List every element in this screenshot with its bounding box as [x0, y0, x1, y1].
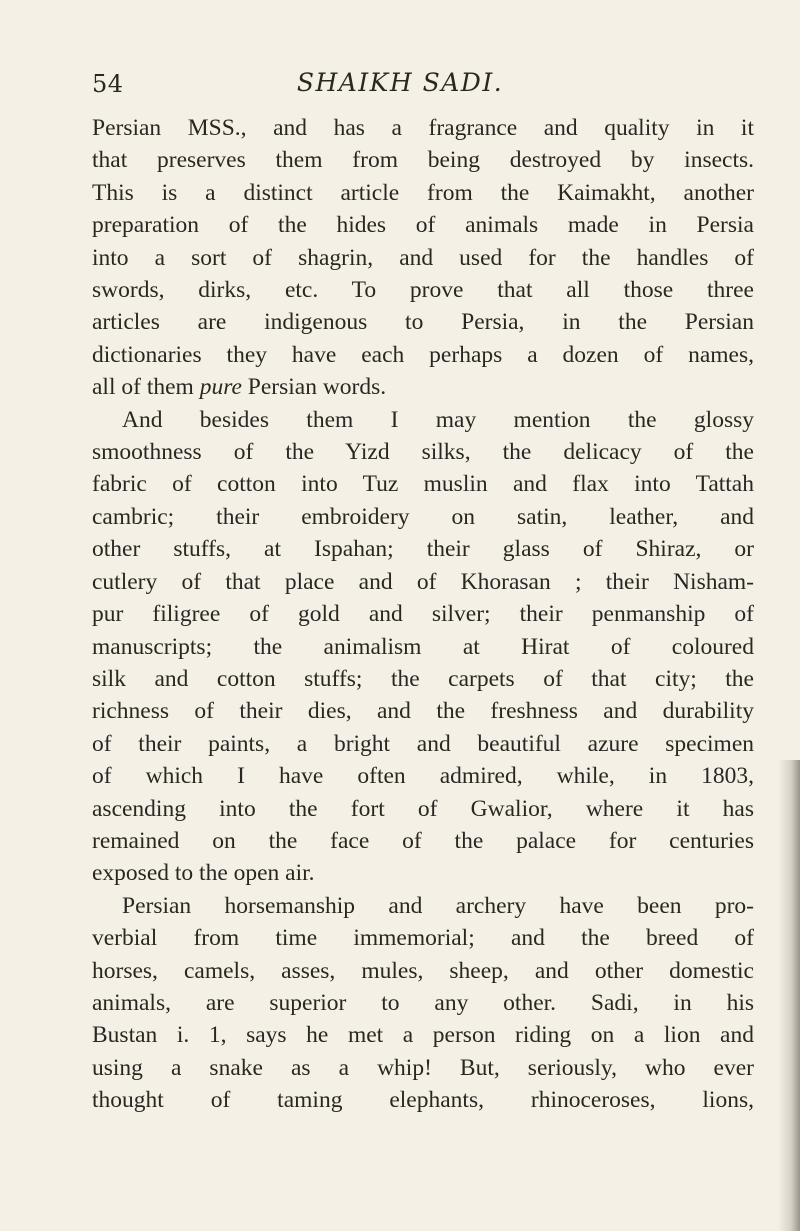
- page-body: [92, 112, 754, 1117]
- running-title: SHAIKH SADI.: [296, 68, 504, 97]
- line-text: of their paints, a bright and beautiful azure specimen: [92, 730, 754, 757]
- text-line: [92, 112, 754, 144]
- text-line: [92, 760, 754, 792]
- text-line: [92, 306, 754, 338]
- text-line: [92, 631, 754, 663]
- text-line: [92, 1052, 754, 1084]
- text-line: [92, 371, 754, 403]
- text-line: [92, 728, 754, 760]
- line-text: using a snake as a whip! But, seriously, who ever: [92, 1054, 754, 1081]
- line-text: Persian words.: [241, 374, 387, 401]
- text-line: [92, 695, 754, 727]
- line-text: horses, camels, asses, mules, sheep, and other domestic: [92, 957, 754, 984]
- line-text: other stuffs, at Ispahan; their glass of Shiraz, or: [92, 536, 754, 563]
- line-text: Bustan i. 1, says he met a person riding on a lion and: [92, 1022, 754, 1049]
- text-line: [92, 144, 754, 176]
- text-line: [92, 825, 754, 857]
- text-line: [92, 955, 754, 987]
- line-text: And besides them I may mention the glossy: [122, 406, 754, 433]
- line-text: fabric of cotton into Tuz muslin and flax into Tattah: [92, 471, 754, 498]
- line-text: dictionaries they have each perhaps a dozen of names,: [92, 341, 754, 368]
- line-text: all of them: [92, 374, 200, 401]
- line-text: Persian horsemanship and archery have been pro-: [122, 892, 754, 919]
- page-number: 54: [92, 70, 124, 98]
- text-line: [92, 468, 754, 500]
- text-line: [92, 501, 754, 533]
- text-line: [92, 793, 754, 825]
- text-line: [92, 209, 754, 241]
- line-text: of which I have often admired, while, in 1803,: [92, 763, 754, 790]
- text-line: [92, 598, 754, 630]
- line-text: cambric; their embroidery on satin, leather, and: [92, 503, 754, 530]
- text-line: [92, 663, 754, 695]
- line-text: thought of taming elephants, rhinoceroses, lions,: [92, 1087, 754, 1114]
- line-text: into a sort of shagrin, and used for the handles of: [92, 244, 754, 271]
- emphasized-word: pure: [199, 374, 242, 401]
- line-text: silk and cotton stuffs; the carpets of that city; the: [92, 665, 754, 692]
- text-line: [92, 1019, 754, 1051]
- text-line: [92, 566, 754, 598]
- line-text: richness of their dies, and the freshness and durability: [92, 698, 754, 725]
- text-line: [92, 857, 754, 889]
- text-line: [92, 987, 754, 1019]
- line-text: exposed to the open air.: [92, 860, 315, 887]
- text-line: [92, 436, 754, 468]
- text-line: [92, 274, 754, 306]
- line-text: preparation of the hides of animals made in Persia: [92, 212, 754, 239]
- line-text: manuscripts; the animalism at Hirat of coloured: [92, 633, 754, 660]
- text-line: [92, 1084, 754, 1116]
- line-text: swords, dirks, etc. To prove that all those three: [92, 277, 754, 304]
- line-text: that preserves them from being destroyed by insects.: [92, 147, 754, 174]
- line-text: remained on the face of the palace for centuries: [92, 827, 754, 854]
- page-edge-shadow: [778, 760, 800, 1231]
- line-text: verbial from time immemorial; and the breed of: [92, 925, 754, 952]
- line-text: cutlery of that place and of Khorasan ; their Nisham-: [92, 568, 754, 595]
- line-text: This is a distinct article from the Kaimakht, another: [92, 179, 754, 206]
- line-text: Persian MSS., and has a fragrance and quality in it: [92, 115, 754, 141]
- line-text: articles are indigenous to Persia, in the Persian: [92, 309, 754, 336]
- line-text: ascending into the fort of Gwalior, where it has: [92, 795, 754, 822]
- text-line: [92, 404, 754, 436]
- text-line: [92, 242, 754, 274]
- text-line: [92, 177, 754, 209]
- text-line: [92, 533, 754, 565]
- line-text: smoothness of the Yizd silks, the delicacy of the: [92, 439, 754, 466]
- text-line: [92, 890, 754, 922]
- line-text: animals, are superior to any other. Sadi, in his: [92, 989, 754, 1016]
- line-text: pur filigree of gold and silver; their penmanship of: [92, 601, 754, 628]
- text-line: [92, 922, 754, 954]
- text-line: [92, 339, 754, 371]
